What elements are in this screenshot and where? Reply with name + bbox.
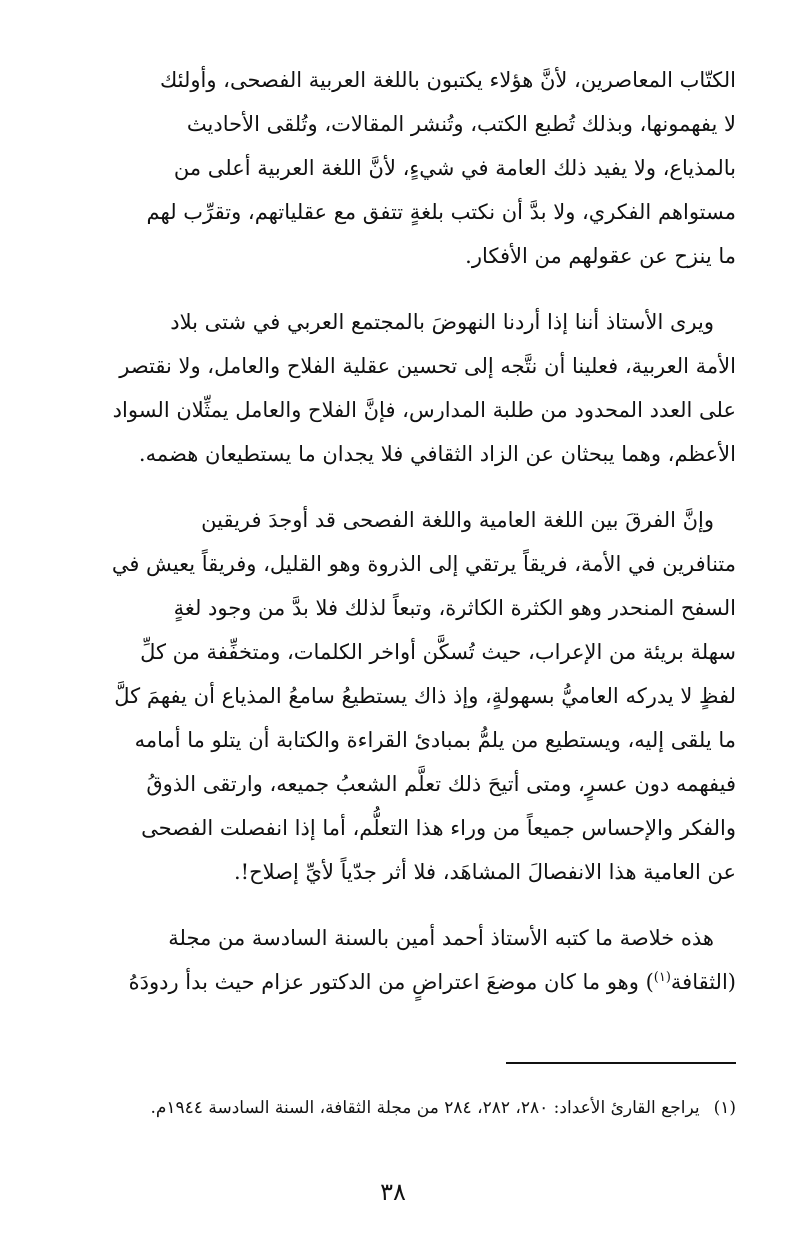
footnote [60, 1092, 736, 1124]
footnote-text: يراجع القارئ الأعداد: ٢٨٠، ٢٨٢، ٢٨٤ من مجلة الثقافة، السنة السادسة ١٩٤٤م. [150, 1098, 700, 1118]
paragraph-line: لفظٍ لا يدركه العاميُّ بسهولةٍ، وإذ ذاك يستطيعُ سامعُ المذياع أن يفهمَ كلَّ [114, 684, 736, 708]
paragraph-line: متنافرين في الأمة، فريقاً يرتقي إلى الذروة وهو القليل، وفريقاً يعيش في [111, 552, 736, 576]
paragraph-1 [60, 58, 736, 278]
paragraph-line: هذه خلاصة ما كتبه الأستاذ أحمد أمين بالسنة السادسة من مجلة [168, 926, 714, 950]
paragraph-line-with-footnote [60, 960, 736, 1004]
paragraph-line: بالمذياع، ولا يفيد ذلك العامة في شيءٍ، لأنَّ اللغة العربية أعلى من [173, 156, 736, 180]
paragraph-line: ما يلقى إليه، ويستطيع من يلمُّ بمبادئ القراءة والكتابة أن يتلو ما أمامه [134, 728, 736, 752]
footnote-separator [506, 1062, 736, 1064]
paragraph-line: الأمة العربية، فعلينا أن نتَّجه إلى تحسين عقلية الفلاح والعامل، ولا نقتصر [119, 354, 736, 378]
paragraph-2 [60, 300, 736, 476]
paragraph-line: عن العامية هذا الانفصالَ المشاهَد، فلا أثر جدّياً لأيِّ إصلاح!. [233, 860, 736, 884]
paragraph-line: الأعظم، وهما يبحثان عن الزاد الثقافي فلا يجدان ما يستطيعان هضمه. [138, 442, 736, 466]
footnote-number: (١) [713, 1098, 736, 1118]
page-number: ٣٨ [380, 1178, 406, 1206]
paragraph-line: على العدد المحدود من طلبة المدارس، فإنَّ الفلاح والعامل يمثِّلان السواد [112, 398, 736, 422]
footnote-line [60, 1092, 736, 1124]
text-before-footnote-ref: (الثقافة [670, 970, 736, 994]
paragraph-line: السفح المنحدر وهو الكثرة الكاثرة، وتبعاً لذلك فلا بدَّ من وجود لغةٍ [173, 596, 736, 620]
paragraph-line: سهلة بريئة من الإعراب، حيث تُسكَّن أواخر الكلمات، ومتخفِّفة من كلِّ [140, 640, 736, 664]
paragraph-line: وإنَّ الفرقَ بين اللغة العامية واللغة الفصحى قد أوجدَ فريقين [201, 508, 714, 532]
paragraph-3 [60, 498, 736, 894]
paragraph-line: مستواهم الفكري، ولا بدَّ أن نكتب بلغةٍ تتفق مع عقلياتهم، وتقرِّب لهم [146, 200, 736, 224]
paragraph-line: ويرى الأستاذ أننا إذا أردنا النهوضَ بالمجتمع العربي في شتى بلاد [170, 310, 714, 334]
paragraph-line: لا يفهمونها، وبذلك تُطبع الكتب، وتُنشر المقالات، وتُلقى الأحاديث [186, 112, 736, 136]
paragraph-line: ما ينزح عن عقولهم من الأفكار. [465, 244, 736, 268]
text-after-footnote-ref: ) وهو ما كان موضعَ اعتراضٍ من الدكتور عزام حيث بدأ ردودَهُ [128, 970, 654, 994]
footnote-reference[interactable]: (١) [653, 970, 671, 985]
page-body [60, 58, 736, 1026]
paragraph-line: والفكر والإحساس جميعاً من وراء هذا التعلُّم، أما إذا انفصلت الفصحى [141, 816, 736, 840]
paragraph-line: فيفهمه دون عسرٍ، ومتى أتيحَ ذلك تعلَّم الشعبُ جميعه، وارتقى الذوقُ [146, 772, 736, 796]
paragraph-line: الكتّاب المعاصرين، لأنَّ هؤلاء يكتبون باللغة العربية الفصحى، وأولئك [159, 68, 736, 92]
paragraph-4 [60, 916, 736, 1004]
